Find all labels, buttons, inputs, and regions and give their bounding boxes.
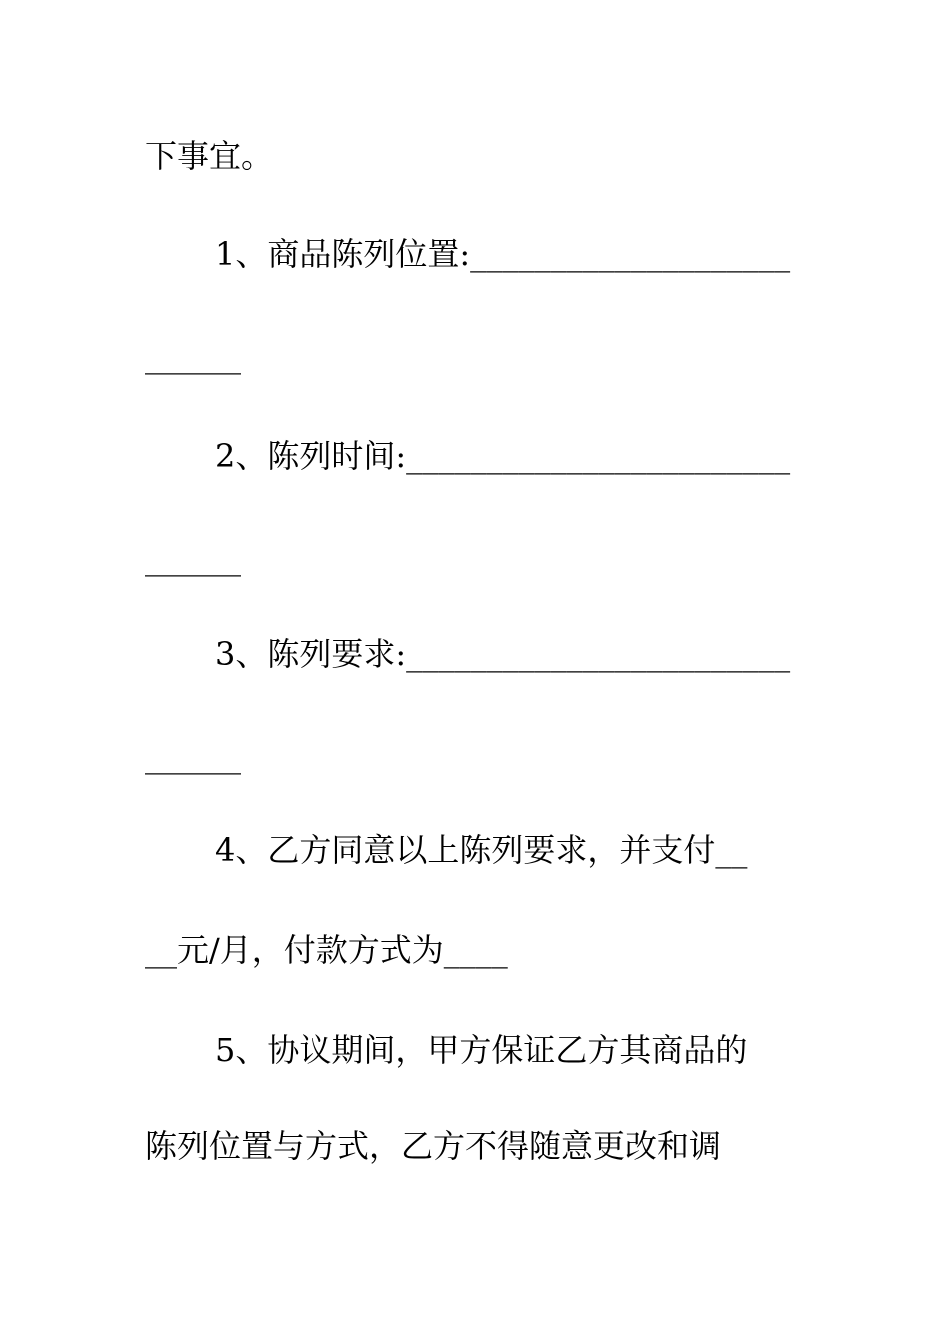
text-line-5: ______ — [145, 539, 241, 577]
text-line-6: 3、陈列要求:________________________ — [215, 635, 791, 673]
text-line-10: 5、协议期间，甲方保证乙方其商品的 — [215, 1031, 748, 1069]
text-line-1: 下事宜。 — [145, 137, 274, 175]
text-line-11: 陈列位置与方式，乙方不得随意更改和调 — [145, 1127, 722, 1165]
text-line-8: 4、乙方同意以上陈列要求，并支付__ — [215, 831, 748, 869]
text-line-2: 1、商品陈列位置:____________________ — [215, 235, 791, 273]
text-line-7: ______ — [145, 737, 241, 775]
text-line-4: 2、陈列时间:________________________ — [215, 437, 791, 475]
text-line-3: ______ — [145, 337, 241, 375]
text-line-9: __元/月，付款方式为____ — [145, 931, 508, 969]
